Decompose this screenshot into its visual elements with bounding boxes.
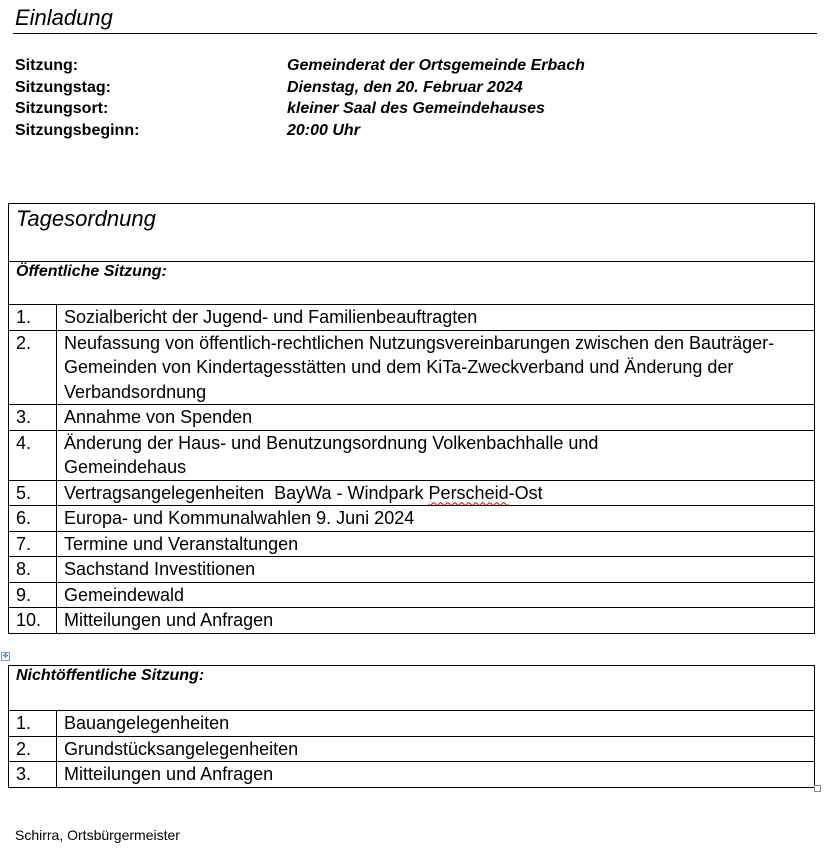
public-section-heading: Öffentliche Sitzung: <box>9 262 815 305</box>
meta-label: Sitzungsort: <box>15 100 109 117</box>
spellcheck-flagged-word[interactable]: Perscheid <box>428 482 509 503</box>
agenda-title-row <box>9 204 815 262</box>
table-row <box>9 557 815 583</box>
table-row <box>9 531 815 557</box>
meta-value: kleiner Saal des Gemeindehauses <box>287 100 545 117</box>
meta-row-sitzungstag <box>15 77 585 99</box>
agenda-title: Tagesordnung <box>9 204 815 262</box>
meta-row-sitzungsort <box>15 98 585 120</box>
item-text: Mitteilungen und Anfragen <box>57 762 815 788</box>
item-number: 6. <box>9 506 57 532</box>
table-row <box>9 330 815 405</box>
item-number: 5. <box>9 480 57 506</box>
meta-label: Sitzungstag: <box>15 78 111 96</box>
table-row <box>9 608 815 634</box>
meeting-info <box>15 55 585 141</box>
meta-label: Sitzung: <box>15 57 79 74</box>
item-number: 3. <box>9 405 57 431</box>
item-number: 4. <box>9 430 57 480</box>
item-text: Annahme von Spenden <box>57 405 815 431</box>
table-row <box>9 736 815 762</box>
item-number: 1. <box>9 305 57 331</box>
meta-value: Dienstag, den 20. Februar 2024 <box>287 78 523 96</box>
item-number: 7. <box>9 531 57 557</box>
table-row <box>9 430 815 480</box>
item-text: Sachstand Investitionen <box>57 557 815 583</box>
item-number: 2. <box>9 736 57 762</box>
item-number: 9. <box>9 582 57 608</box>
meta-row-sitzungsbeginn <box>15 120 585 142</box>
public-heading-row <box>9 262 815 305</box>
item-number: 10. <box>9 608 57 634</box>
table-resize-handle-icon[interactable] <box>814 785 821 792</box>
title-divider <box>13 33 817 34</box>
item-text: Europa- und Kommunalwahlen 9. Juni 2024 <box>57 506 815 532</box>
meta-label: Sitzungsbeginn: <box>15 121 140 139</box>
table-row <box>9 480 815 506</box>
item-text: Neufassung von öffentlich-rechtlichen Nutzungsvereinbarungen zwischen den Bauträger-Gemeinden von Kindertagesstätten und dem KiTa-Zweckverband und Änderung der Verbandsordnung <box>57 330 815 405</box>
item-text: Sozialbericht der Jugend- und Familienbeauftragten <box>57 305 815 331</box>
meta-value: 20:00 Uhr <box>287 121 360 139</box>
signature: Schirra, Ortsbürgermeister <box>15 827 180 843</box>
private-agenda-table <box>8 665 815 788</box>
item-text: Mitteilungen und Anfragen <box>57 608 815 634</box>
item-text: Termine und Veranstaltungen <box>57 531 815 557</box>
item-text: Änderung der Haus- und Benutzungsordnung Volkenbachhalle und Gemeindehaus <box>57 430 815 480</box>
private-section-heading: Nichtöffentliche Sitzung: <box>9 666 815 711</box>
item-text: Gemeindewald <box>57 582 815 608</box>
table-move-handle-icon[interactable]: ✥ <box>2 653 9 660</box>
document-title: Einladung <box>15 5 113 30</box>
item-text-part: -Ost <box>508 482 543 503</box>
item-text-part: Vertragsangelegenheiten BayWa - Windpark <box>64 482 429 503</box>
item-text <box>57 480 815 506</box>
item-text: Grundstücksangelegenheiten <box>57 736 815 762</box>
table-row <box>9 405 815 431</box>
item-number: 1. <box>9 711 57 737</box>
meta-value: Gemeinderat der Ortsgemeinde Erbach <box>287 57 585 74</box>
public-agenda-table <box>8 203 815 634</box>
table-row <box>9 582 815 608</box>
meta-row-sitzung <box>15 55 585 77</box>
item-number: 8. <box>9 557 57 583</box>
table-row <box>9 711 815 737</box>
table-row <box>9 506 815 532</box>
table-row <box>9 305 815 331</box>
table-row <box>9 762 815 788</box>
item-number: 2. <box>9 330 57 405</box>
private-heading-row <box>9 666 815 711</box>
item-number: 3. <box>9 762 57 788</box>
item-text: Bauangelegenheiten <box>57 711 815 737</box>
